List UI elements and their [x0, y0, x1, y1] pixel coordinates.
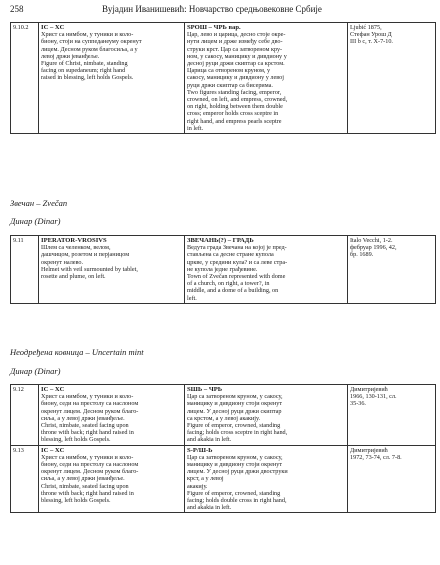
page-header — [10, 4, 424, 18]
catalogue-table — [10, 384, 436, 513]
references — [348, 445, 436, 513]
text-line: сиља, а у левој држи јеванђеље. — [41, 475, 125, 483]
text-line: Figure of Christ, nimbate, standing — [41, 60, 128, 68]
reverse-description — [185, 445, 348, 513]
reverse-description — [185, 385, 348, 446]
text-line: Стефан Урош Д — [350, 31, 392, 39]
text-line: нути лицем и држе између себе дво- — [187, 38, 283, 46]
text-line: in left. — [187, 124, 204, 132]
text-line: Христ са нимбом, у туники и коло- — [41, 31, 134, 39]
text-line: Figure of emperor, crowned, standing — [187, 422, 281, 430]
obverse-description — [39, 385, 185, 446]
text-line: left. — [187, 294, 197, 302]
text-line: струки крст. Цар са затвореном кру- — [187, 45, 283, 53]
obverse-description — [39, 236, 185, 304]
section-heading-mint: Звечан – Zvečan — [10, 198, 68, 208]
text-line: Helmet with veil surmounted by tablet, — [41, 265, 138, 273]
text-line: Christ, nimbate, seated facing upon — [41, 422, 129, 430]
text-line: лицем. У десној руци држи скиптар — [187, 407, 282, 415]
text-line: стављена са десне стране купола — [187, 251, 274, 259]
text-line: middle, and a dome of a building, on — [187, 287, 279, 295]
entry-id: 9.10.2 — [11, 23, 39, 134]
text-line: ЗВЕЧАНЬ(?) – ГРАДЬ — [187, 237, 254, 244]
text-line: Italo Vecchi, 1-2. — [350, 237, 393, 244]
text-line: Христ са нимбом, у туники и коло- — [41, 453, 134, 461]
table-row — [11, 236, 436, 304]
text-line: Димитријевић — [350, 446, 388, 454]
obverse-description — [39, 23, 185, 134]
text-line: Христ са нимбом, у туники и коло- — [41, 393, 134, 401]
text-line: crowned, on left, and empress, crowned, — [187, 96, 288, 104]
text-line: and akakia in left. — [187, 504, 232, 512]
text-line: of a church, on right, a tower?, in — [187, 280, 270, 288]
text-line: IC – XC — [41, 386, 65, 393]
text-line: on right, holding between them double — [187, 103, 283, 111]
text-line: сакосу, маницику и дивдиону у левој — [187, 74, 284, 82]
text-line: ЅШЬ – ЧРЬ — [187, 386, 223, 393]
obverse-description — [39, 445, 185, 513]
text-line: окренут налево. — [41, 258, 84, 266]
text-line: IC – XC — [41, 446, 65, 454]
text-line: throne with back; right hand raised in — [41, 489, 134, 497]
text-line: right hand, and empress pearls sceptre — [187, 117, 282, 125]
text-line: and akakia in left. — [187, 436, 232, 444]
text-line: facing; holds cross sceptre in right hand, — [187, 429, 288, 437]
text-line: Ведута града Звечана на којој је пред- — [187, 244, 287, 252]
text-line: акакију. — [187, 482, 208, 490]
text-line: Цар са затвореном круном, у сакосу, — [187, 393, 283, 401]
text-line: blessing, left holds Gospels. — [41, 436, 111, 444]
text-line: биону, седи на престолу са наслоном — [41, 461, 139, 469]
text-line: facing on supedaneum; right hand — [41, 67, 126, 75]
text-line: окренут лицем. Десном руком благо- — [41, 468, 139, 476]
text-line: Town of Zvečan represented with dome — [187, 273, 286, 281]
text-line: биону, седи на престолу са наслоном — [41, 400, 139, 408]
catalogue-table — [10, 22, 436, 134]
text-line: Цар са затвореном круном, у сакосу, — [187, 453, 283, 461]
text-line: са крстом, а у левој акакију. — [187, 414, 261, 422]
text-line: Димитријевић — [350, 386, 388, 393]
references — [348, 236, 436, 304]
text-line: крст, а у левој — [187, 475, 224, 483]
references — [348, 385, 436, 446]
text-line: маницику и дивдиону стоји окренут — [187, 461, 283, 469]
text-line: Царица са отвореном круном, у — [187, 67, 271, 75]
text-line: Two figures standing facing, emperor, — [187, 88, 282, 96]
text-line: Christ, nimbate, seated facing upon — [41, 482, 129, 490]
running-title: Вујадин Иванишевић: Новчарство средњовековне Србије — [102, 4, 322, 14]
section-heading-denomination: Динар (Dinar) — [10, 216, 61, 226]
text-line: III b с, т. X-7-10. — [350, 38, 393, 46]
entry-id: 9.13 — [11, 445, 39, 513]
text-line: фебруар 1996, 42, — [350, 244, 397, 252]
text-line: raised in blessing, left holds Gospels. — [41, 74, 134, 82]
section-heading-mint: Неодређена ковница – Uncertain mint — [10, 347, 144, 357]
text-line: биону, стоји на суппеданеуму окренут — [41, 38, 142, 46]
text-line: Figure of emperor, crowned, standing — [187, 489, 281, 497]
text-line: окренут лицем. Десном руком благо- — [41, 407, 139, 415]
text-line: Ѕ-Р/Ш-Ь — [187, 446, 213, 454]
text-line: 1966, 130-131, сл. — [350, 393, 397, 401]
text-line: лицем. У десној руци држи двоструки — [187, 468, 288, 476]
text-line: blessing, left holds Gospels. — [41, 497, 111, 505]
text-line: маницику и дивдиону стоји окренут — [187, 400, 283, 408]
text-line: цркве, у средини кула? и са леве стра- — [187, 258, 288, 266]
text-line: левој држи јеванђеље. — [41, 52, 100, 60]
text-line: IPERATOR-VROSIVS — [41, 237, 107, 244]
reverse-description — [185, 23, 348, 134]
text-line: 1972, 73-74, сл. 7-8. — [350, 453, 402, 461]
entry-id: 9.11 — [11, 236, 39, 304]
reverse-description — [185, 236, 348, 304]
text-line: ЅРОШ – ЧРЬ вар. — [187, 24, 241, 31]
text-line: руци држи скиптар са бисерима. — [187, 81, 273, 89]
text-line: не купола једне грађевине. — [187, 265, 258, 273]
text-line: Цар, лево и царица, десно стоје окре- — [187, 31, 286, 39]
table-row — [11, 23, 436, 134]
text-line: Ljubić 1875, — [350, 24, 382, 31]
text-line: IC – XC — [41, 24, 65, 31]
section-heading-denomination: Динар (Dinar) — [10, 366, 61, 376]
text-line: 35-36. — [350, 400, 366, 408]
text-line: throne with back; right hand raised in — [41, 429, 134, 437]
text-line: ном, у сакосу, маницику и дивдиону у — [187, 52, 287, 60]
text-line: cross; emperor holds cross sceptre in — [187, 110, 279, 118]
text-line: сиља, а у левој држи јеванђеље. — [41, 414, 125, 422]
text-line: дашчицом, розетом и перјаницом — [41, 251, 130, 259]
text-line: бр. 1689. — [350, 251, 374, 259]
references — [348, 23, 436, 134]
text-line: Шлем са челенком, велом, — [41, 244, 111, 252]
text-line: лицем. Десном руком благосиља, а у — [41, 45, 138, 53]
text-line: facing; holds double cross in right hand, — [187, 497, 287, 505]
text-line: десној руци држи скиптар са крстом. — [187, 60, 285, 68]
table-row — [11, 385, 436, 446]
text-line: rosette and plume, on left. — [41, 273, 106, 281]
catalogue-table — [10, 235, 436, 304]
page-number: 258 — [10, 4, 24, 14]
table-row — [11, 445, 436, 513]
entry-id: 9.12 — [11, 385, 39, 446]
